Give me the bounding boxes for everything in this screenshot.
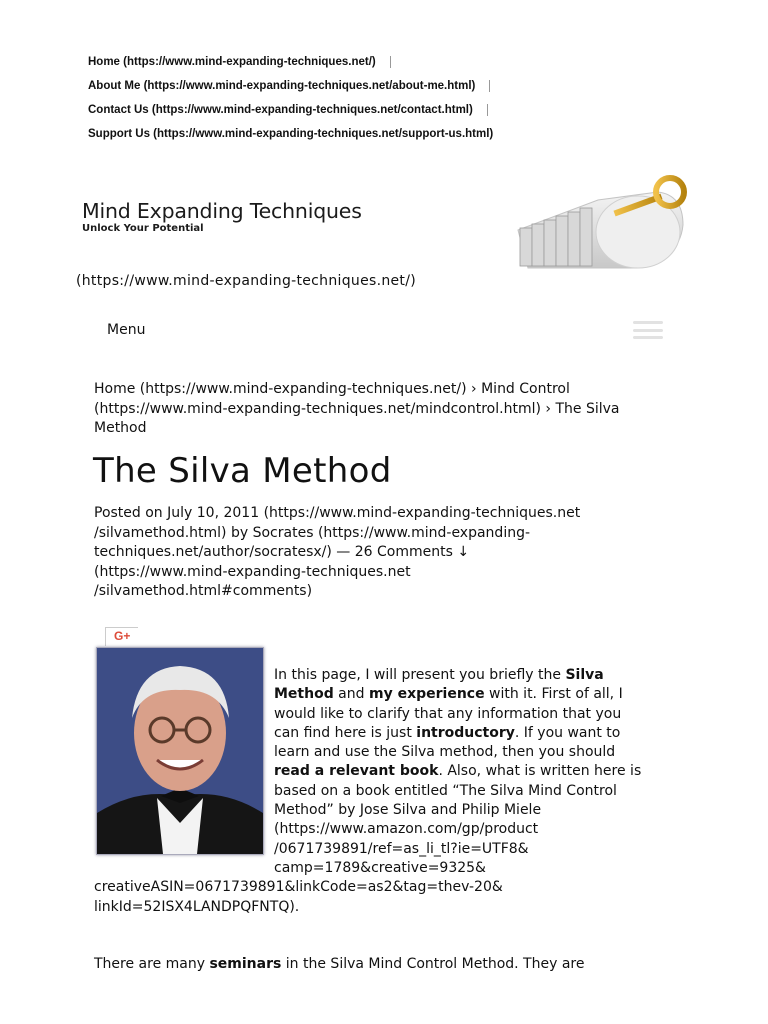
bold-text: introductory xyxy=(416,724,515,741)
comments-url[interactable]: (https://www.mind-expanding-techniques.net xyxy=(94,563,411,580)
gplus-icon: G+ xyxy=(114,629,131,643)
post-meta xyxy=(94,504,674,602)
meta-dash: — xyxy=(331,544,355,560)
bold-text: Method xyxy=(274,686,334,703)
nav-item-support[interactable] xyxy=(88,122,493,146)
comments-url-cont[interactable]: /silvamethod.html#comments) xyxy=(94,583,313,599)
bold-text: seminars xyxy=(209,956,282,972)
nav-item-contact[interactable] xyxy=(88,98,493,122)
post-date-link-cont[interactable]: /silvamethod.html) xyxy=(94,524,227,541)
relevant-book-link[interactable]: read a relevant book xyxy=(274,763,439,780)
comments-link[interactable]: 26 Comments ↓ xyxy=(354,544,470,560)
text: There are many xyxy=(94,956,210,972)
bold-text: my experience xyxy=(368,686,485,703)
nav-support-link[interactable]: Support Us (https://www.mind-expanding-techniques.net/support-us.html) xyxy=(88,128,494,140)
nav-item-about[interactable] xyxy=(88,74,493,98)
post-date[interactable]: July 10, 2011 xyxy=(167,505,260,521)
intro-paragraph xyxy=(94,666,674,917)
intro-line xyxy=(274,666,674,685)
nav-about-link[interactable]: About Me (https://www.mind-expanding-techniques.net/about-me.html) xyxy=(88,80,476,92)
nav-separator xyxy=(489,80,490,92)
hamburger-bar xyxy=(633,336,663,339)
amazon-link[interactable]: (https://www.amazon.com/gp/product xyxy=(274,821,539,838)
text: . Also, what is written here is xyxy=(438,763,642,780)
breadcrumb-current: The Silva Method xyxy=(94,400,620,436)
menu-label[interactable]: Menu xyxy=(107,322,146,338)
intro-line: would like to clarify that any information that you xyxy=(274,705,622,722)
amazon-link[interactable]: camp=1789&creative=9325& xyxy=(274,859,486,876)
intro-line: based on a book entitled “The Silva Mind Control xyxy=(274,782,617,799)
text: in the Silva Mind Control Method. They are xyxy=(281,956,585,972)
site-logo-title[interactable]: Mind Expanding Techniques xyxy=(82,199,362,223)
text: . If you want to xyxy=(514,724,621,741)
posted-prefix: Posted on xyxy=(94,505,168,521)
hamburger-menu-icon[interactable] xyxy=(633,321,663,341)
by-text: by xyxy=(226,524,253,541)
top-navigation xyxy=(88,50,493,146)
intro-line xyxy=(274,762,674,781)
intro-line[interactable]: Method” by Jose Silva and Philip Miele xyxy=(274,802,542,819)
breadcrumb-section[interactable]: Mind Control (https://www.mind-expanding-techniques.net/mindcontrol.html) xyxy=(94,381,570,417)
hamburger-bar xyxy=(633,321,663,324)
nav-separator xyxy=(390,56,391,68)
intro-line: learn and use the Silva method, then you should xyxy=(274,744,616,761)
author-link-cont[interactable]: techniques.net/author/socratesx/) xyxy=(94,544,332,560)
logo-home-link[interactable]: (https://www.mind-expanding-techniques.net/) xyxy=(76,273,416,289)
amazon-link[interactable]: /0671739891/ref=as_li_tl?ie=UTF8& xyxy=(274,840,529,857)
gplus-share-button[interactable] xyxy=(105,627,138,646)
text: can find here is just xyxy=(274,724,417,741)
post-date-link[interactable]: (https://www.mind-expanding-techniques.net xyxy=(259,505,581,521)
nav-contact-link[interactable]: Contact Us (https://www.mind-expanding-techniques.net/contact.html) xyxy=(88,104,473,116)
breadcrumb-separator: › xyxy=(466,381,482,397)
body-paragraph xyxy=(94,955,674,975)
author-link[interactable]: Socrates (https://www.mind-expanding- xyxy=(252,524,531,541)
nav-item-home[interactable] xyxy=(88,50,493,74)
page-title: The Silva Method xyxy=(93,451,392,491)
site-logo-tagline: Unlock Your Potential xyxy=(82,223,204,234)
text: and xyxy=(333,686,369,703)
intro-line xyxy=(274,685,674,704)
breadcrumb xyxy=(94,380,674,439)
amazon-link[interactable]: creativeASIN=0671739891&linkCode=as2&tag=thev-20& xyxy=(94,879,503,896)
key-lock-logo-icon[interactable] xyxy=(508,170,698,275)
breadcrumb-home[interactable]: Home (https://www.mind-expanding-techniques.net/) xyxy=(94,381,467,397)
nav-separator xyxy=(487,104,488,116)
text: In this page, I will present you briefly the xyxy=(274,667,566,683)
breadcrumb-separator: › xyxy=(540,400,556,417)
nav-home-link[interactable]: Home (https://www.mind-expanding-techniques.net/) xyxy=(88,56,376,68)
hamburger-bar xyxy=(633,329,663,332)
text: with it. First of all, I xyxy=(484,686,623,703)
intro-line xyxy=(274,724,674,743)
bold-text: Silva xyxy=(565,667,604,683)
amazon-link[interactable]: linkId=52ISX4LANDPQFNTQ). xyxy=(94,898,300,915)
